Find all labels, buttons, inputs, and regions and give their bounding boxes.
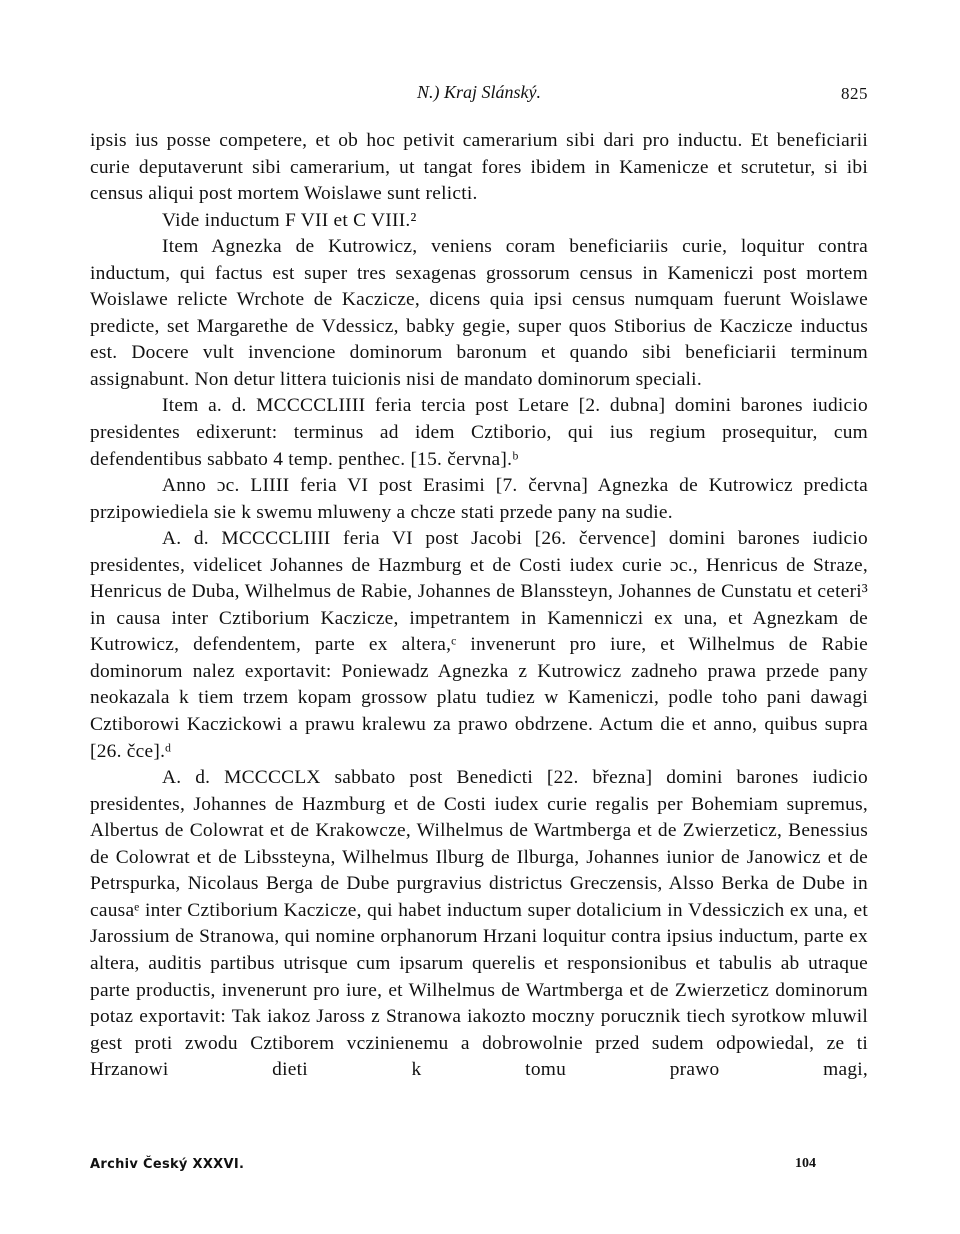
footer-sheet-number: 104 — [795, 1156, 816, 1171]
body-text — [90, 128, 868, 1084]
paragraph-cross-reference: Vide inductum F VII et C VIII.² — [162, 209, 417, 231]
paragraph-term-1454: Item a. d. MCCCCLIIII feria tercia post Letare [2. dubna] domini barones iudicio presidentes edixerunt: terminus ad idem Cztiborio, qui ius regium prosequitur, cum defendentibus sabbato 4 temp. penthec. [15. června].ᵇ — [90, 395, 868, 470]
paragraph-agnezka-claim: Item Agnezka de Kutrowicz, veniens coram beneficiariis curie, loquitur contra inductum, qui factus est super tres sexagenas grossorum census in Kameniczi post mortem Woislawe relicte Wrchote de Kaczicze, dicens quia ipsi census numquam fuerunt Woislawe predicte, set Margarethe de Vdessicz, babky gegie, super quos Stiborius de Kaczicze inductus est. Docere vult invencione dominorum baronum et quando sibi beneficiarii terminum assignabunt. Non detur littera tuicionis nisi de mandato dominorum speciali. — [90, 236, 868, 390]
page-number: 825 — [841, 84, 868, 103]
paragraph-judgment-1454: A. d. MCCCCLIIII feria VI post Jacobi [26. července] domini barones iudicio presidentes, videlicet Johannes de Hazmburg et de Costi iudex curie ɔc., Henricus de Straze, Henricus de Duba, Wilhelmus de Rabie, Johannes de Blanssteyn, Johannes de Cunstatu et ceteri³ in causa inter Cztiborium Kaczicze, impetrantem in Kamenniczi ex una, et Agnezkam de Kutrowicz, defendentem, parte ex altera,ᶜ invenerunt pro iure, et Wilhelmus de Rabie dominorum nalez exportavit: Poniewadz Agnezka z Kutrowicz zadneho prawa przede pany neokazala k tiem trzem kopam grossow platu tudiez w Kameniczi, podle toho pani dawagi Cztiborowi Kaczickowi a prawu kralewu za prawo obdrzene. Actum die et anno, quibus supra [26. čce].ᵈ — [90, 528, 868, 762]
page-footer — [90, 1157, 868, 1177]
paragraph-continuation: ipsis ius posse competere, et ob hoc petivit camerarium sibi dari pro inductu. Et beneficiarii curie deputaverunt sibi camerarium, ut tangat fores ibidem in Kamenicze et scrutetur, si ibi census aliqui post mortem Woislawe sunt relicti. — [90, 130, 868, 205]
page-header — [90, 82, 868, 106]
running-title: N.) Kraj Slánský. — [417, 82, 541, 102]
paragraph-judgment-1460: A. d. MCCCCLX sabbato post Benedicti [22. března] domini barones iudicio presidentes, Johannes de Hazmburg et de Costi iudex curie regalis per Bohemiam supremus, Albertus de Colowrat et de Krakowcze, Wilhelmus de Wartmberga et de Zwierzeticz, Benessius de Colowrat et de Libssteyna, Wilhelmus Ilburg de Ilburga, Johannes iunior de Janowicz et de Petrspurka, Nicolaus Berga de Dube purgravius districtus Greczensis, Alsso Berka de Dube in causaᵉ inter Cztiborium Kaczicze, qui habet inductum super dotalicium in Vdessiczich ex una, et Jarossium de Stranowa, qui nomine orphanorum Hrzani loquitur contra ipsius inductum, parte ex altera, auditis partibus utrisque cum ipsarum querelis et responsionibus et tabulis ab utraque parte productis, invenerunt pro iure, et Wilhelmus de Wartmberga et de Zwierzeticz dominorum potaz exportavit: Tak iakoz Jaross z Stranowa iakozto moczny porucznik tiech syrotkow mluwil gest proti zwodu Cztiborem vczinienemu a dobrowolnie przed sudem odpowiedal, ze ti Hrzanowi dieti k tomu prawo magi, — [90, 767, 868, 1081]
paragraph-anno-liiii: Anno ɔc. LIIII feria VI post Erasimi [7. června] Agnezka de Kutrowicz predicta przipowiediela sie k swemu mluweny a chcze stati przede pany na sudie. — [90, 475, 868, 523]
footer-signature: Archiv Český XXXVI. — [90, 1157, 245, 1172]
